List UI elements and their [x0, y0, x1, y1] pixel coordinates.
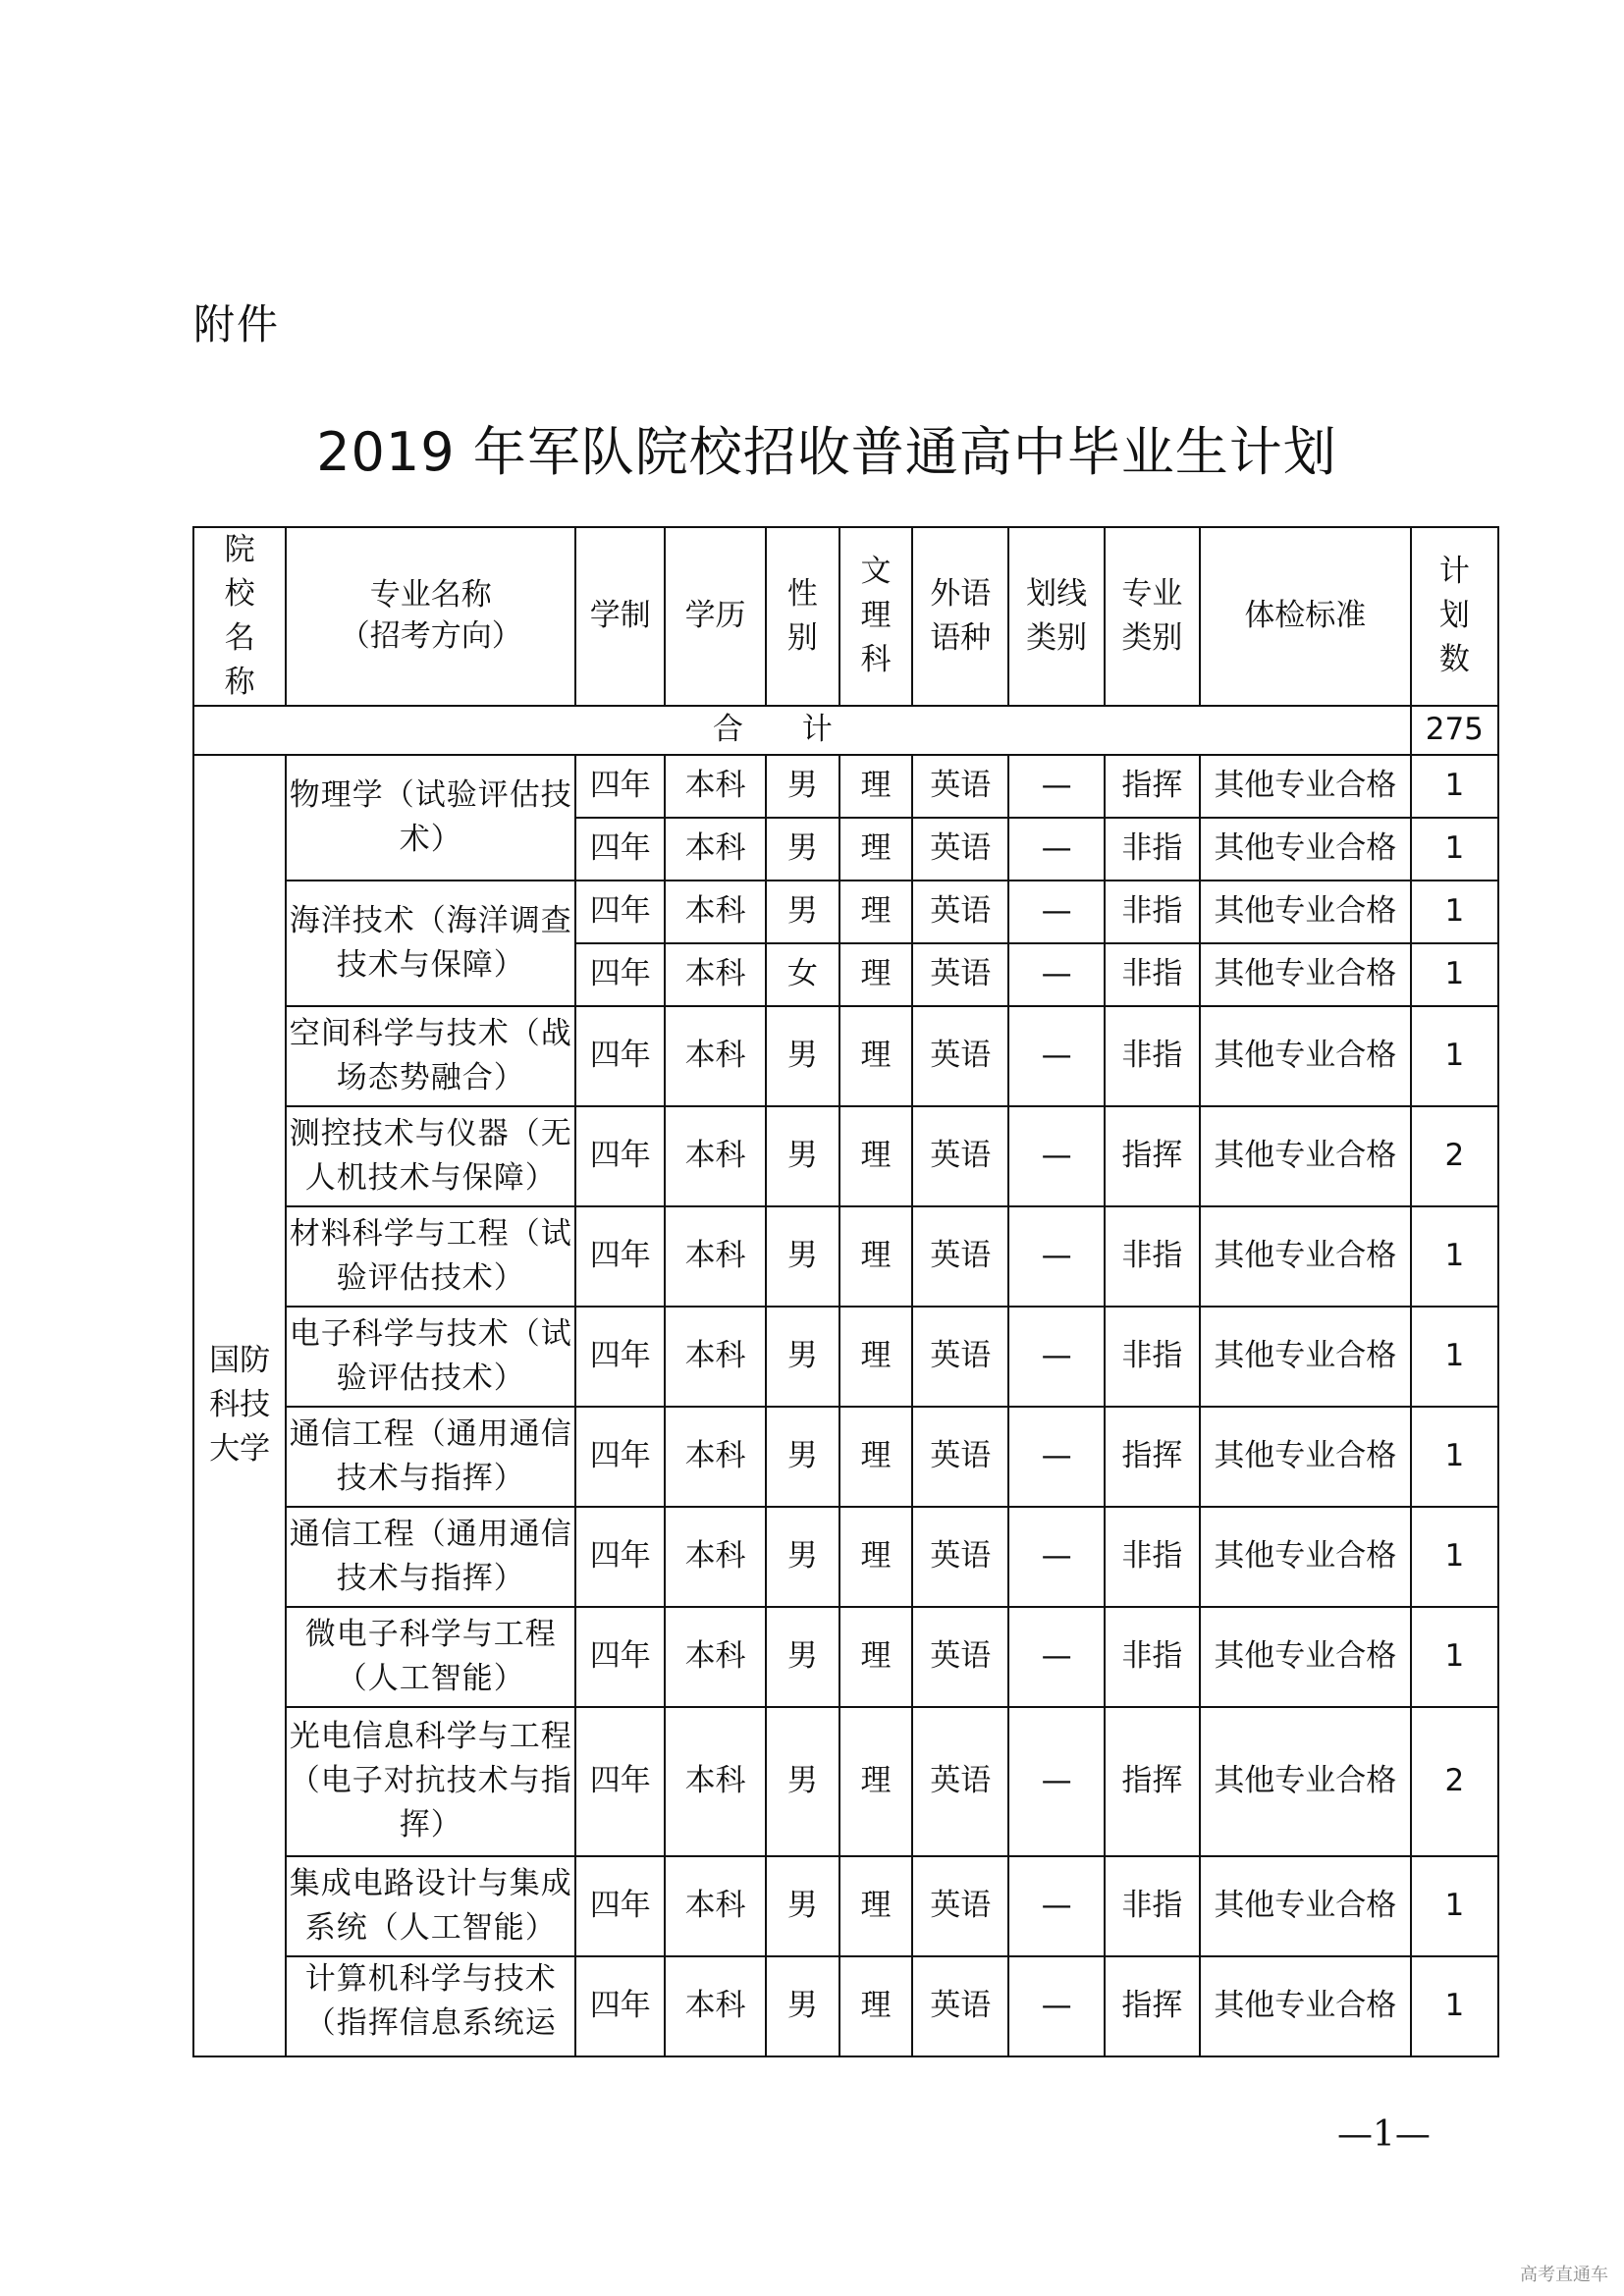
language-cell: 英语	[912, 1006, 1008, 1106]
years-cell: 四年	[575, 1407, 665, 1507]
major-type-cell: 非指	[1105, 943, 1200, 1006]
language-cell: 英语	[912, 818, 1008, 881]
degree-cell: 本科	[665, 1856, 765, 1956]
gender-cell: 男	[766, 1206, 839, 1307]
major-cell: 测控技术与仪器（无人机技术与保障）	[286, 1106, 575, 1206]
degree-cell: 本科	[665, 1006, 765, 1106]
table-row	[193, 1407, 1498, 1507]
line-type-cell: —	[1008, 1307, 1104, 1407]
gender-cell: 男	[766, 1856, 839, 1956]
physical-cell: 其他专业合格	[1200, 1307, 1411, 1407]
header-language: 外语语种	[912, 527, 1008, 706]
gender-cell: 男	[766, 1607, 839, 1707]
table-row	[193, 1607, 1498, 1707]
header-degree: 学历	[665, 527, 765, 706]
gender-cell: 男	[766, 1307, 839, 1407]
major-type-cell: 指挥	[1105, 755, 1200, 818]
language-cell: 英语	[912, 1956, 1008, 2056]
gender-cell: 女	[766, 943, 839, 1006]
plan-cell: 1	[1411, 1006, 1498, 1106]
header-major-direction: （招考方向）	[339, 617, 522, 654]
gender-cell: 男	[766, 1407, 839, 1507]
subject-cell: 理	[839, 1206, 912, 1307]
years-cell: 四年	[575, 881, 665, 943]
years-cell: 四年	[575, 1956, 665, 2056]
subject-cell: 理	[839, 1407, 912, 1507]
degree-cell: 本科	[665, 1407, 765, 1507]
language-cell: 英语	[912, 881, 1008, 943]
header-line-type: 划线类别	[1008, 527, 1104, 706]
major-type-cell: 非指	[1105, 1307, 1200, 1407]
physical-cell: 其他专业合格	[1200, 1507, 1411, 1607]
header-subject: 文理科	[839, 527, 912, 706]
plan-cell: 2	[1411, 1106, 1498, 1206]
table-row	[193, 1856, 1498, 1956]
years-cell: 四年	[575, 943, 665, 1006]
degree-cell: 本科	[665, 1956, 765, 2056]
major-type-cell: 指挥	[1105, 1106, 1200, 1206]
language-cell: 英语	[912, 1856, 1008, 1956]
language-cell: 英语	[912, 1707, 1008, 1856]
language-cell: 英语	[912, 1206, 1008, 1307]
table-row	[193, 1307, 1498, 1407]
major-type-cell: 非指	[1105, 1206, 1200, 1307]
major-cell	[286, 1956, 575, 2056]
physical-cell: 其他专业合格	[1200, 1106, 1411, 1206]
plan-cell: 1	[1411, 943, 1498, 1006]
gender-cell: 男	[766, 1707, 839, 1856]
table-row	[193, 1956, 1498, 2056]
header-plan: 计划数	[1411, 527, 1498, 706]
degree-cell: 本科	[665, 1507, 765, 1607]
header-major	[286, 527, 575, 706]
major-type-cell: 非指	[1105, 818, 1200, 881]
school-name: 国防科技大学	[193, 755, 286, 2056]
plan-cell: 1	[1411, 881, 1498, 943]
table-row	[193, 1206, 1498, 1307]
gender-cell: 男	[766, 1507, 839, 1607]
major-cell: 电子科学与技术（试验评估技术）	[286, 1307, 575, 1407]
total-value: 275	[1411, 706, 1498, 755]
subject-cell: 理	[839, 1607, 912, 1707]
subject-cell: 理	[839, 943, 912, 1006]
header-gender: 性别	[766, 527, 839, 706]
degree-cell: 本科	[665, 943, 765, 1006]
physical-cell: 其他专业合格	[1200, 1006, 1411, 1106]
line-type-cell: —	[1008, 1006, 1104, 1106]
physical-cell: 其他专业合格	[1200, 1956, 1411, 2056]
gender-cell: 男	[766, 1956, 839, 2056]
language-cell: 英语	[912, 943, 1008, 1006]
degree-cell: 本科	[665, 1607, 765, 1707]
major-cell: 集成电路设计与集成系统（人工智能）	[286, 1856, 575, 1956]
major-type-cell: 非指	[1105, 1856, 1200, 1956]
table-header-row	[193, 527, 1498, 706]
table-row	[193, 1507, 1498, 1607]
years-cell: 四年	[575, 1006, 665, 1106]
line-type-cell: —	[1008, 943, 1104, 1006]
degree-cell: 本科	[665, 881, 765, 943]
header-major-name: 专业名称	[369, 577, 492, 614]
years-cell: 四年	[575, 818, 665, 881]
subject-cell: 理	[839, 1106, 912, 1206]
plan-cell: 1	[1411, 1206, 1498, 1307]
degree-cell: 本科	[665, 1106, 765, 1206]
line-type-cell: —	[1008, 1856, 1104, 1956]
plan-cell: 1	[1411, 1407, 1498, 1507]
years-cell: 四年	[575, 1507, 665, 1607]
line-type-cell: —	[1008, 1956, 1104, 2056]
major-type-cell: 非指	[1105, 1006, 1200, 1106]
major-cell: 通信工程（通用通信技术与指挥）	[286, 1407, 575, 1507]
line-type-cell: —	[1008, 881, 1104, 943]
subject-cell: 理	[839, 1956, 912, 2056]
degree-cell: 本科	[665, 1707, 765, 1856]
physical-cell: 其他专业合格	[1200, 1206, 1411, 1307]
major-type-cell: 指挥	[1105, 1407, 1200, 1507]
major-cell: 微电子科学与工程（人工智能）	[286, 1607, 575, 1707]
language-cell: 英语	[912, 1607, 1008, 1707]
line-type-cell: —	[1008, 1707, 1104, 1856]
subject-cell: 理	[839, 1006, 912, 1106]
physical-cell: 其他专业合格	[1200, 1407, 1411, 1507]
gender-cell: 男	[766, 1006, 839, 1106]
line-type-cell: —	[1008, 1607, 1104, 1707]
years-cell: 四年	[575, 1106, 665, 1206]
language-cell: 英语	[912, 1507, 1008, 1607]
plan-cell: 1	[1411, 755, 1498, 818]
table-row	[193, 755, 1498, 818]
subject-cell: 理	[839, 818, 912, 881]
physical-cell: 其他专业合格	[1200, 818, 1411, 881]
header-major-type: 专业类别	[1105, 527, 1200, 706]
table-row	[193, 881, 1498, 943]
gender-cell: 男	[766, 755, 839, 818]
language-cell: 英语	[912, 755, 1008, 818]
line-type-cell: —	[1008, 1106, 1104, 1206]
subject-cell: 理	[839, 1856, 912, 1956]
subject-cell: 理	[839, 1307, 912, 1407]
gender-cell: 男	[766, 881, 839, 943]
table-row	[193, 1707, 1498, 1856]
years-cell: 四年	[575, 1206, 665, 1307]
plan-cell: 1	[1411, 818, 1498, 881]
physical-cell: 其他专业合格	[1200, 881, 1411, 943]
language-cell: 英语	[912, 1106, 1008, 1206]
watermark: 高考直通车	[1520, 2265, 1608, 2285]
major-type-cell: 指挥	[1105, 1956, 1200, 2056]
degree-cell: 本科	[665, 1307, 765, 1407]
major-cell: 通信工程（通用通信技术与指挥）	[286, 1507, 575, 1607]
major-cell: 光电信息科学与工程（电子对抗技术与指挥）	[286, 1707, 575, 1856]
years-cell: 四年	[575, 1856, 665, 1956]
header-school: 院校名称	[193, 527, 286, 706]
line-type-cell: —	[1008, 1507, 1104, 1607]
header-years: 学制	[575, 527, 665, 706]
major-type-cell: 指挥	[1105, 1707, 1200, 1856]
language-cell: 英语	[912, 1407, 1008, 1507]
line-type-cell: —	[1008, 755, 1104, 818]
line-type-cell: —	[1008, 1206, 1104, 1307]
major-cell: 物理学（试验评估技术）	[286, 755, 575, 881]
subject-cell: 理	[839, 1707, 912, 1856]
major-type-cell: 非指	[1105, 881, 1200, 943]
major-type-cell: 非指	[1105, 1607, 1200, 1707]
table-row	[193, 1006, 1498, 1106]
years-cell: 四年	[575, 1307, 665, 1407]
major-cell: 空间科学与技术（战场态势融合）	[286, 1006, 575, 1106]
plan-cell: 1	[1411, 1307, 1498, 1407]
degree-cell: 本科	[665, 818, 765, 881]
language-cell: 英语	[912, 1307, 1008, 1407]
physical-cell: 其他专业合格	[1200, 943, 1411, 1006]
line-type-cell: —	[1008, 1407, 1104, 1507]
line-type-cell: —	[1008, 818, 1104, 881]
years-cell: 四年	[575, 1707, 665, 1856]
gender-cell: 男	[766, 818, 839, 881]
gender-cell: 男	[766, 1106, 839, 1206]
major-cell: 海洋技术（海洋调查技术与保障）	[286, 881, 575, 1006]
attachment-label: 附件	[193, 300, 281, 348]
total-label: 合计	[193, 706, 1411, 755]
subject-cell: 理	[839, 881, 912, 943]
years-cell: 四年	[575, 1607, 665, 1707]
major-cell-text: 计算机科学与技术（指挥信息系统运	[304, 1960, 557, 2041]
plan-cell: 2	[1411, 1707, 1498, 1856]
degree-cell: 本科	[665, 1206, 765, 1307]
plan-cell: 1	[1411, 1507, 1498, 1607]
plan-cell: 1	[1411, 1956, 1498, 2056]
physical-cell: 其他专业合格	[1200, 1707, 1411, 1856]
physical-cell: 其他专业合格	[1200, 1607, 1411, 1707]
degree-cell: 本科	[665, 755, 765, 818]
total-row	[193, 706, 1498, 755]
physical-cell: 其他专业合格	[1200, 1856, 1411, 1956]
header-physical: 体检标准	[1200, 527, 1411, 706]
subject-cell: 理	[839, 1507, 912, 1607]
page-number: —1—	[1337, 2114, 1431, 2155]
major-cell: 材料科学与工程（试验评估技术）	[286, 1206, 575, 1307]
years-cell: 四年	[575, 755, 665, 818]
physical-cell: 其他专业合格	[1200, 755, 1411, 818]
plan-cell: 1	[1411, 1607, 1498, 1707]
table-row	[193, 1106, 1498, 1206]
subject-cell: 理	[839, 755, 912, 818]
enrollment-plan-table	[192, 526, 1499, 2057]
page-title: 2019 年军队院校招收普通高中毕业生计划	[316, 421, 1337, 483]
plan-cell: 1	[1411, 1856, 1498, 1956]
major-type-cell: 非指	[1105, 1507, 1200, 1607]
